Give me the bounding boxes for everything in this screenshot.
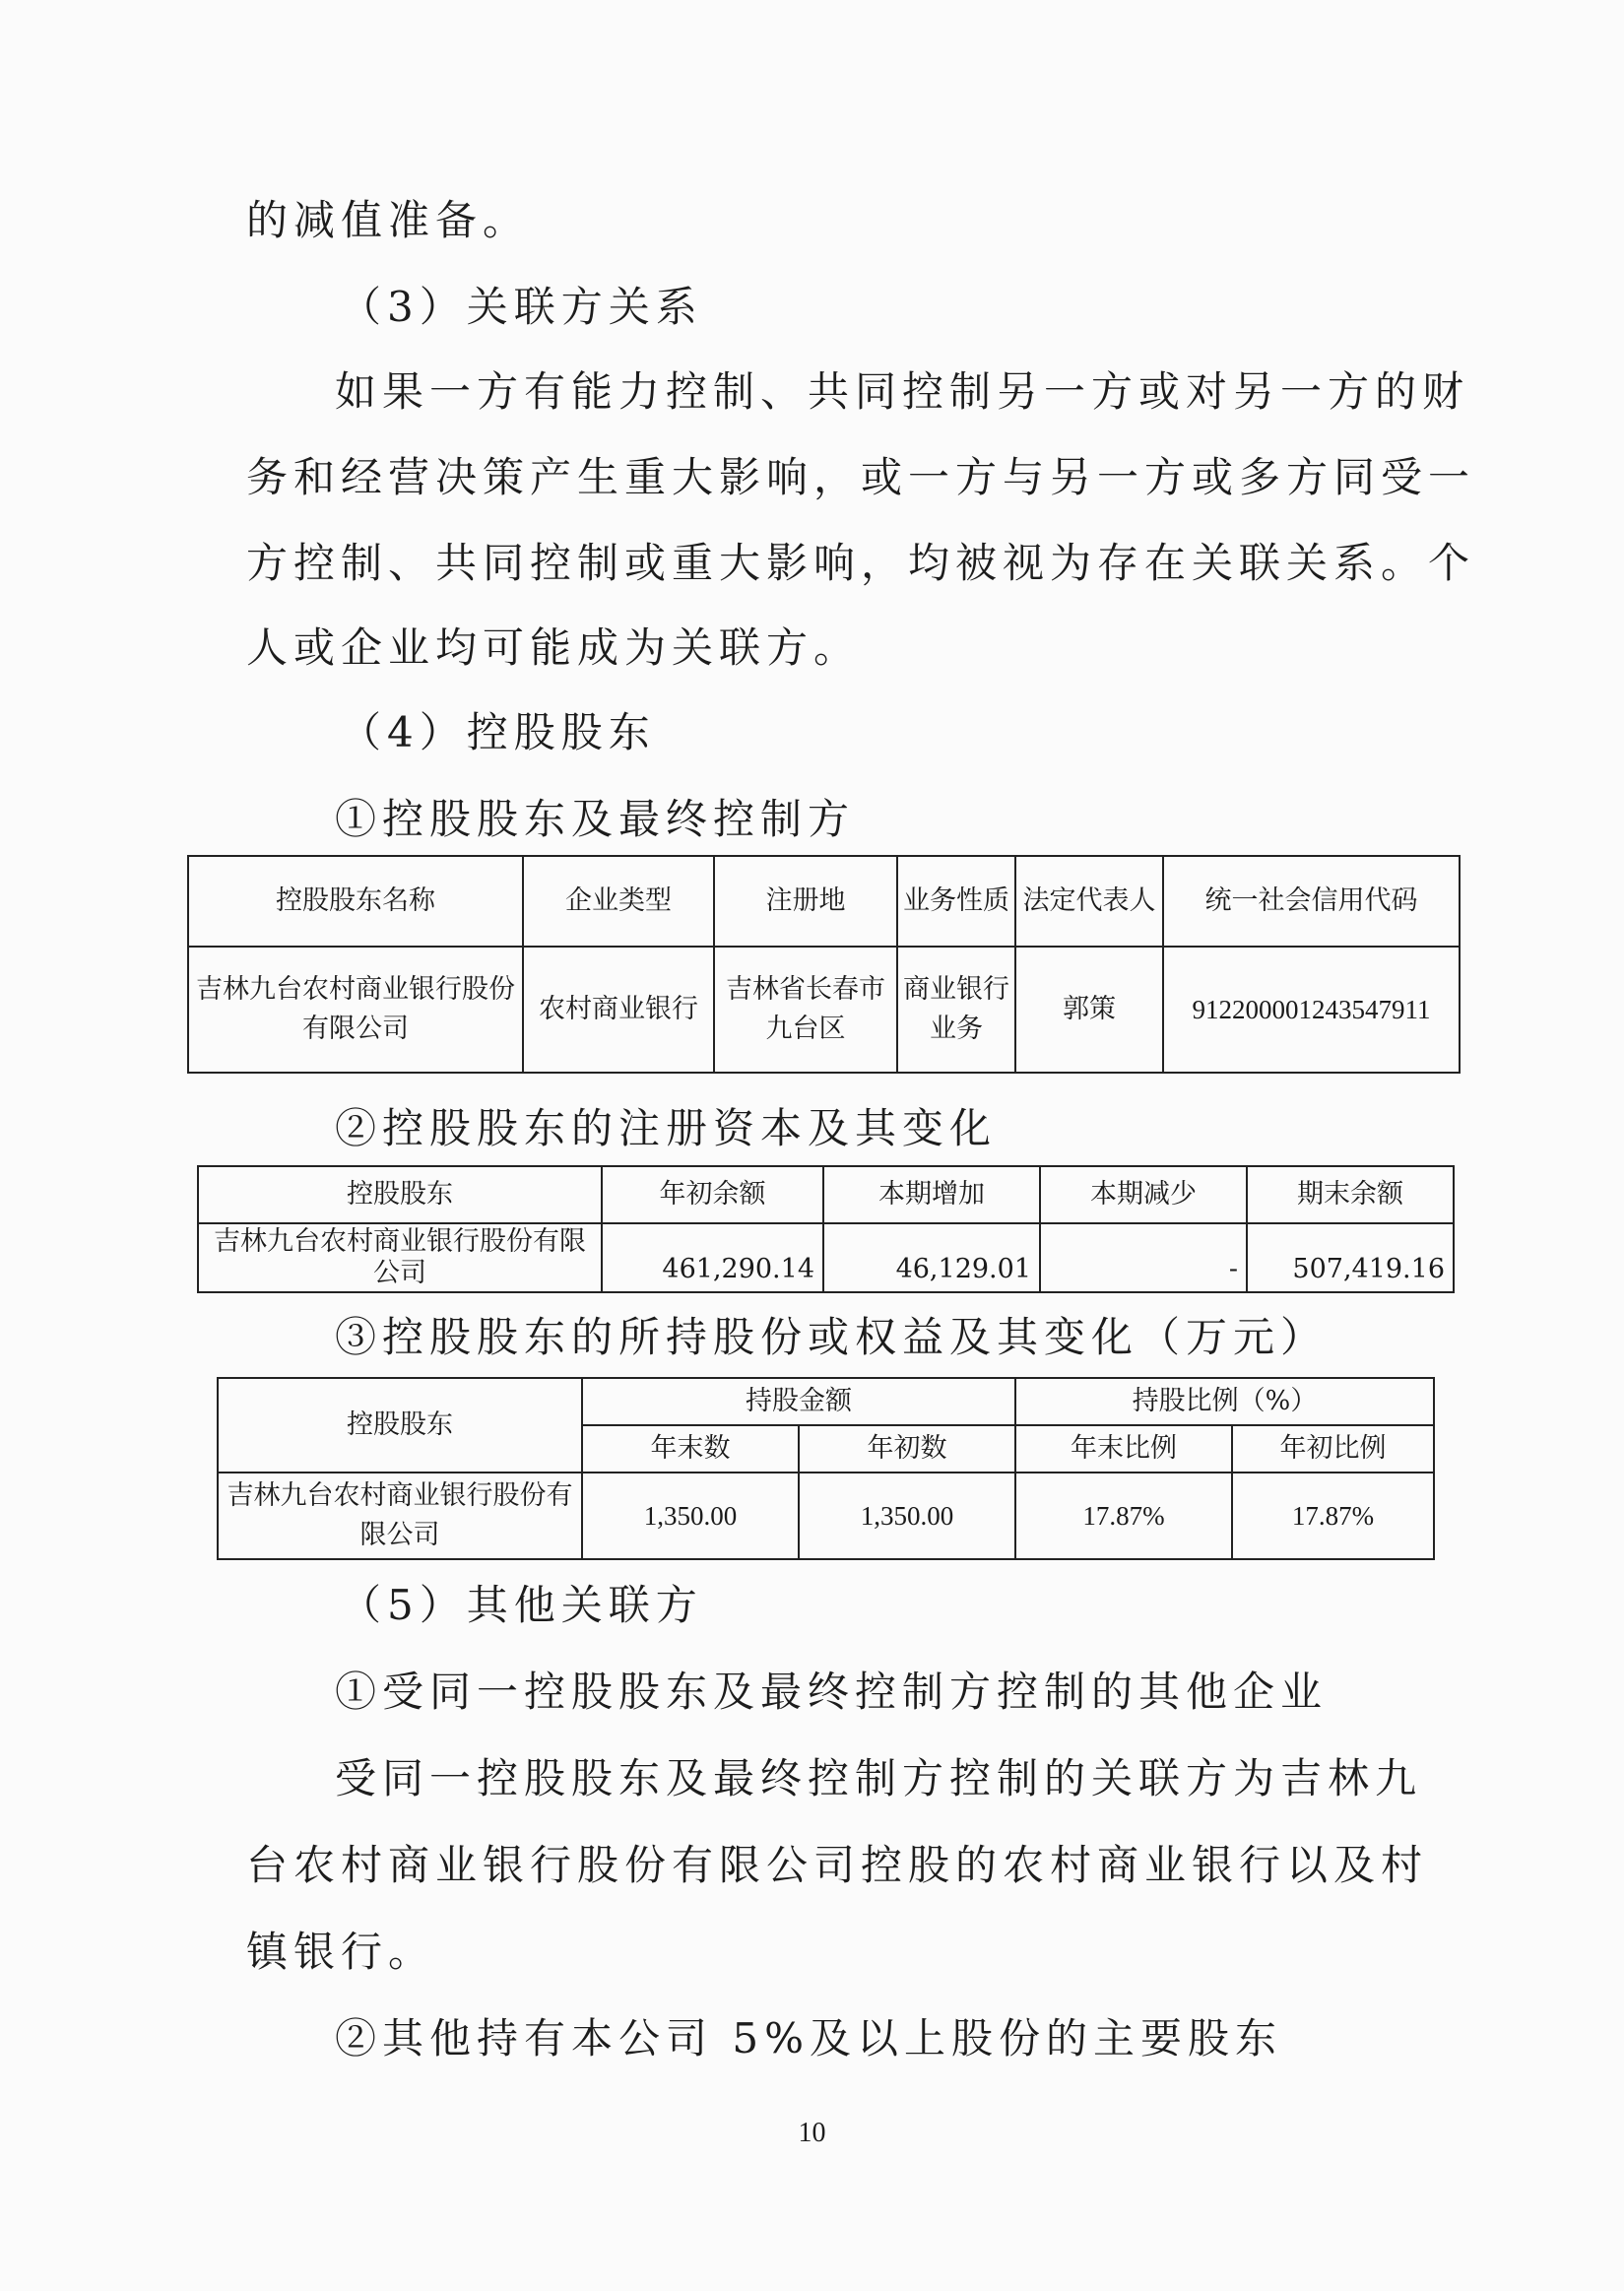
table-header-row bbox=[198, 1166, 1454, 1223]
table-header-cell: 年末比例 bbox=[1015, 1425, 1232, 1473]
paragraph-line: 镇银行。 bbox=[246, 1928, 436, 1976]
section-heading-5: （5）其他关联方 bbox=[340, 1581, 703, 1629]
table-cell: 461,290.14 bbox=[602, 1223, 823, 1292]
table-row bbox=[188, 947, 1460, 1073]
shareholding-table bbox=[217, 1377, 1435, 1560]
paragraph-line: 台农村商业银行股份有限公司控股的农村商业银行以及村 bbox=[246, 1841, 1429, 1889]
subsection-heading: ①受同一控股股东及最终控制方控制的其他企业 bbox=[335, 1668, 1329, 1716]
table-header-cell: 统一社会信用代码 bbox=[1163, 856, 1460, 947]
paragraph-line: 受同一控股股东及最终控制方控制的关联方为吉林九 bbox=[335, 1754, 1423, 1802]
table-cell: 郭策 bbox=[1015, 947, 1163, 1073]
table-cell: - bbox=[1040, 1223, 1247, 1292]
table-header-row bbox=[218, 1378, 1434, 1425]
table-header-cell: 年初比例 bbox=[1232, 1425, 1434, 1473]
table-cell: 吉林省长春市九台区 bbox=[714, 947, 897, 1073]
paragraph-line: 如果一方有能力控制、共同控制另一方或对另一方的财 bbox=[335, 367, 1470, 416]
table-cell: 46,129.01 bbox=[823, 1223, 1040, 1292]
table-header-cell: 法定代表人 bbox=[1015, 856, 1163, 947]
subsection-heading: ②控股股东的注册资本及其变化 bbox=[335, 1104, 998, 1152]
table-cell: 吉林九台农村商业银行股份有限公司 bbox=[218, 1473, 582, 1559]
table-cell: 1,350.00 bbox=[799, 1473, 1015, 1559]
paragraph-line: 务和经营决策产生重大影响，或一方与另一方或多方同受一 bbox=[246, 453, 1476, 501]
table-header-cell: 控股股东名称 bbox=[188, 856, 523, 947]
table-cell: 农村商业银行 bbox=[523, 947, 714, 1073]
table-header-cell: 持股金额 bbox=[582, 1378, 1015, 1425]
table-header-cell: 控股股东 bbox=[198, 1166, 602, 1223]
controlling-shareholder-table bbox=[187, 855, 1461, 1074]
table-cell: 17.87% bbox=[1232, 1473, 1434, 1559]
table-cell: 吉林九台农村商业银行股份有限公司 bbox=[188, 947, 523, 1073]
table-header-cell: 期末余额 bbox=[1247, 1166, 1454, 1223]
paragraph-line: 方控制、共同控制或重大影响，均被视为存在关联关系。个 bbox=[246, 539, 1476, 587]
table-cell: 912200001243547911 bbox=[1163, 947, 1460, 1073]
table-cell: 1,350.00 bbox=[582, 1473, 799, 1559]
paragraph-line: 人或企业均可能成为关联方。 bbox=[246, 623, 862, 672]
table-header-cell: 本期增加 bbox=[823, 1166, 1040, 1223]
table-header-row bbox=[188, 856, 1460, 947]
table-header-cell: 年初数 bbox=[799, 1425, 1015, 1473]
subsection-heading: ②其他持有本公司 5%及以上股份的主要股东 bbox=[335, 2014, 1282, 2062]
table-cell: 吉林九台农村商业银行股份有限公司 bbox=[198, 1223, 602, 1292]
page-number: 10 bbox=[798, 2118, 826, 2148]
section-heading-4: （4）控股股东 bbox=[340, 708, 656, 756]
registered-capital-table bbox=[197, 1165, 1455, 1293]
section-heading-3: （3）关联方关系 bbox=[340, 283, 703, 331]
table-header-cell: 年末数 bbox=[582, 1425, 799, 1473]
table-cell: 507,419.16 bbox=[1247, 1223, 1454, 1292]
table-header-cell: 本期减少 bbox=[1040, 1166, 1247, 1223]
table-row bbox=[218, 1473, 1434, 1559]
table-cell: 商业银行业务 bbox=[897, 947, 1015, 1073]
subsection-heading: ③控股股东的所持股份或权益及其变化（万元） bbox=[335, 1313, 1329, 1361]
table-header-cell: 控股股东 bbox=[218, 1378, 582, 1473]
table-cell: 17.87% bbox=[1015, 1473, 1232, 1559]
table-header-cell: 年初余额 bbox=[602, 1166, 823, 1223]
table-header-cell: 业务性质 bbox=[897, 856, 1015, 947]
subsection-heading: ①控股股东及最终控制方 bbox=[335, 795, 856, 843]
table-header-cell: 持股比例（%） bbox=[1015, 1378, 1434, 1425]
paragraph-line: 的减值准备。 bbox=[246, 196, 531, 244]
table-header-cell: 注册地 bbox=[714, 856, 897, 947]
table-row bbox=[198, 1223, 1454, 1292]
table-header-cell: 企业类型 bbox=[523, 856, 714, 947]
